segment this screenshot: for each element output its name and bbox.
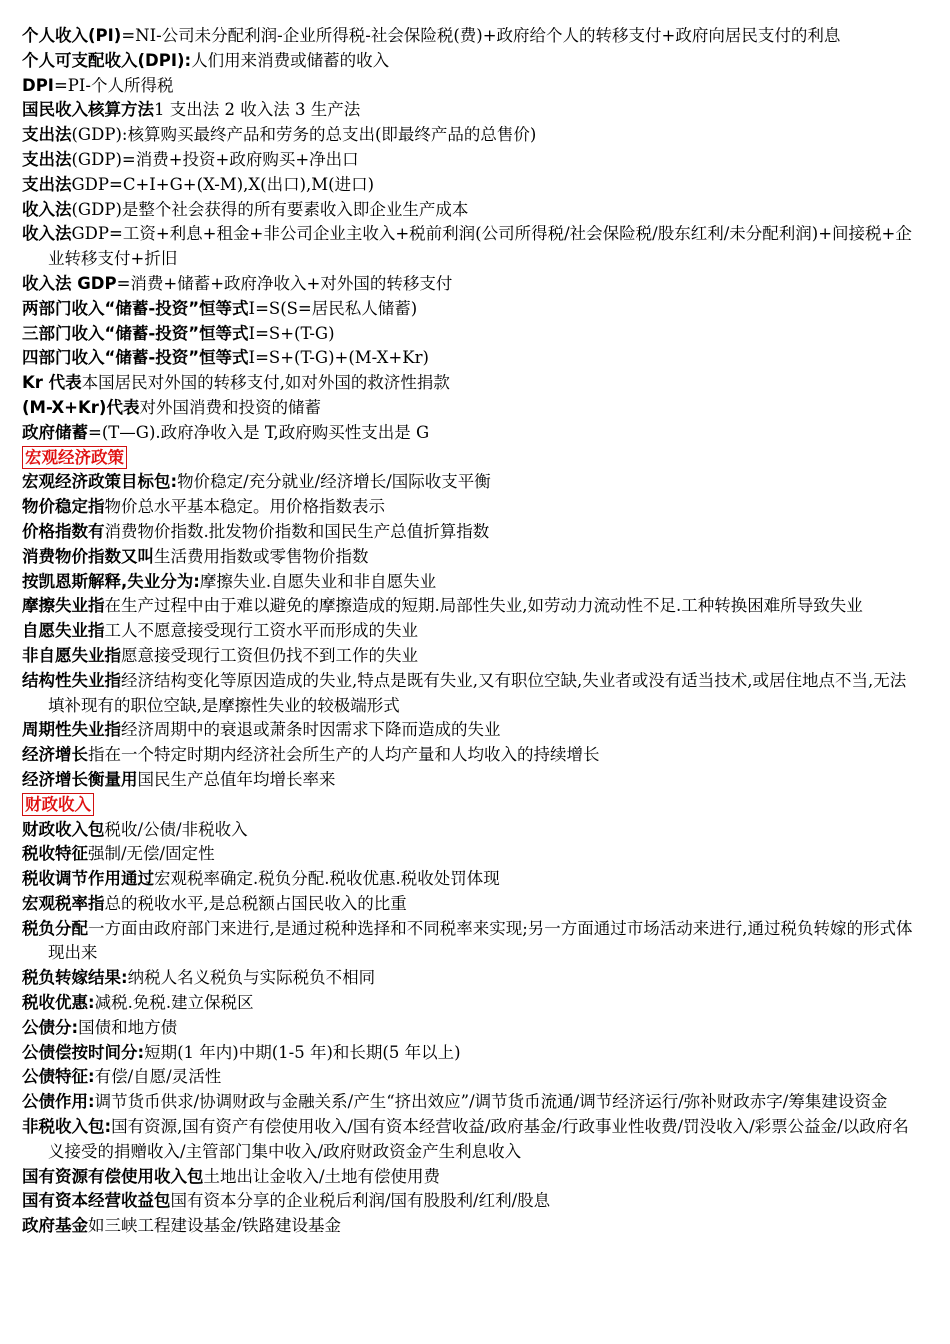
definition-text: 消费物价指数.批发物价指数和国民生产总值折算指数 <box>104 521 490 541</box>
definition-text: 指在一个特定时期内经济社会所生产的人均产量和人均收入的持续增长 <box>88 745 600 765</box>
section-heading <box>22 446 922 471</box>
definition-line <box>22 867 922 892</box>
definition-line <box>22 818 922 843</box>
definition-text: 国民生产总值年均增长率来 <box>137 769 336 789</box>
term: 物价稳定指 <box>22 497 105 517</box>
definition-line <box>22 1065 922 1090</box>
definition-line <box>22 570 922 595</box>
definition-text: =NI-公司未分配利润-企业所得税-社会保险税(费)+政府给个人的转移支付+政府向居民支付的利息 <box>121 26 841 45</box>
definition-text: 1 支出法 2 收入法 3 生产法 <box>154 100 361 120</box>
term: 公债作用: <box>22 1092 95 1112</box>
definition-line <box>22 545 922 570</box>
definition-text: 调节货币供求/协调财政与金融关系/产生“挤出效应”/调节货币流通/调节经济运行/弥补财政赤字/筹集建设资金 <box>94 1092 888 1112</box>
term: 国民收入核算方法 <box>22 100 154 120</box>
definition-line <box>22 173 922 198</box>
term: 国有资本经营收益包 <box>22 1191 171 1211</box>
term: 收入法 GDP <box>22 273 117 293</box>
definition-text: =PI-个人所得税 <box>53 75 174 95</box>
term: 自愿失业指 <box>22 621 105 641</box>
definition-text: 一方面由政府部门来进行,是通过税种选择和不同税率来实现;另一方面通过市场活动来进行,通过税负转嫁的形式体现出来 <box>48 918 913 963</box>
term: 税收优惠: <box>22 993 95 1013</box>
definition-line <box>22 718 922 743</box>
term: 税负分配 <box>22 918 88 938</box>
definition-line <box>22 743 922 768</box>
section-heading <box>22 793 922 818</box>
term: 三部门收入“储蓄-投资”恒等式 <box>22 323 249 343</box>
term: 公债分: <box>22 1017 79 1037</box>
term: 非税收入包: <box>22 1117 112 1137</box>
definition-text: (GDP)是整个社会获得的所有要素收入即企业生产成本 <box>71 199 469 219</box>
definition-text: 人们用来消费或储蓄的收入 <box>191 50 390 70</box>
term: 按凯恩斯解释,失业分为: <box>22 571 200 591</box>
definition-text: 经济周期中的衰退或萧条时因需求下降而造成的失业 <box>121 720 501 740</box>
definition-line <box>22 297 922 322</box>
definition-line <box>22 24 922 49</box>
document-body <box>22 24 922 1239</box>
definition-line <box>22 1041 922 1066</box>
definition-text: =(T—G).政府净收入是 T,政府购买性支出是 G <box>88 422 430 442</box>
term: Kr 代表 <box>22 373 82 393</box>
definition-line <box>22 272 922 297</box>
definition-text: I=S(S=居民私人储蓄) <box>248 298 418 318</box>
definition-text: 宏观税率确定.税负分配.税收优惠.税收处罚体现 <box>154 869 500 889</box>
term: 消费物价指数又叫 <box>22 546 154 566</box>
definition-text: 土地出让金收入/土地有偿使用费 <box>203 1166 441 1186</box>
definition-line <box>22 1115 922 1165</box>
section-heading-label: 财政收入 <box>22 793 94 816</box>
definition-line <box>22 892 922 917</box>
definition-line <box>22 371 922 396</box>
term: 政府基金 <box>22 1216 88 1236</box>
definition-line <box>22 396 922 421</box>
definition-text: =消费+储蓄+政府净收入+对外国的转移支付 <box>116 273 453 293</box>
definition-line <box>22 1189 922 1214</box>
definition-text: 短期(1 年内)中期(1-5 年)和长期(5 年以上) <box>144 1042 461 1062</box>
definition-line <box>22 421 922 446</box>
definition-line <box>22 98 922 123</box>
definition-text: 经济结构变化等原因造成的失业,特点是既有失业,又有职位空缺,失业者或没有适当技术,或居住地点不当,无法填补现有的职位空缺,是摩擦性失业的较极端形式 <box>48 670 907 715</box>
definition-text: 如三峡工程建设基金/铁路建设基金 <box>88 1216 342 1236</box>
definition-line <box>22 322 922 347</box>
section-heading-label: 宏观经济政策 <box>22 446 127 469</box>
definition-text: 总的税收水平,是总税额占国民收入的比重 <box>104 893 407 913</box>
definition-text: (GDP)=消费+投资+政府购买+净出口 <box>71 149 359 169</box>
term: 税收特征 <box>22 844 88 864</box>
term: 结构性失业指 <box>22 670 121 690</box>
term: 经济增长衡量用 <box>22 769 138 789</box>
definition-line <box>22 123 922 148</box>
definition-text: I=S+(T-G) <box>248 323 335 343</box>
definition-line <box>22 222 922 272</box>
definition-text: 在生产过程中由于难以避免的摩擦造成的短期.局部性失业,如劳动力流动性不足.工种转换困难所导致失业 <box>104 596 863 616</box>
definition-line <box>22 1016 922 1041</box>
term: 摩擦失业指 <box>22 596 105 616</box>
term: 国有资源有偿使用收入包 <box>22 1166 204 1186</box>
definition-text: 有偿/自愿/灵活性 <box>94 1067 222 1087</box>
definition-text: 本国居民对外国的转移支付,如对外国的救济性捐款 <box>81 373 450 393</box>
definition-text: 摩擦失业.自愿失业和非自愿失业 <box>199 571 437 591</box>
term: 宏观税率指 <box>22 893 105 913</box>
definition-line <box>22 842 922 867</box>
definition-line <box>22 148 922 173</box>
term: 周期性失业指 <box>22 720 121 740</box>
term: 收入法 <box>22 224 72 244</box>
definition-text: 税收/公债/非税收入 <box>104 819 248 839</box>
definition-line <box>22 594 922 619</box>
definition-line <box>22 74 922 99</box>
definition-text: 对外国消费和投资的储蓄 <box>139 397 321 417</box>
term: 财政收入包 <box>22 819 105 839</box>
definition-text: 愿意接受现行工资但仍找不到工作的失业 <box>121 645 418 665</box>
definition-line <box>22 1165 922 1190</box>
definition-line <box>22 966 922 991</box>
definition-text: 生活费用指数或零售物价指数 <box>154 546 369 566</box>
definition-line <box>22 768 922 793</box>
term: 宏观经济政策目标包: <box>22 472 178 492</box>
term: 个人收入(PI) <box>22 26 122 45</box>
term: 支出法 <box>22 174 72 194</box>
term: 经济增长 <box>22 745 88 765</box>
definition-text: GDP=工资+利息+租金+非公司企业主收入+税前利润(公司所得税/社会保险税/股东红利/未分配利润)+间接税+企业转移支付+折旧 <box>48 224 912 269</box>
definition-line <box>22 669 922 719</box>
term: (M-X+Kr)代表 <box>22 397 140 417</box>
definition-line <box>22 644 922 669</box>
definition-text: I=S+(T-G)+(M-X+Kr) <box>248 348 429 368</box>
definition-line <box>22 198 922 223</box>
definition-text: 国有资源,国有资产有偿使用收入/国有资本经营收益/政府基金/行政事业性收费/罚没收入/彩票公益金/以政府名义接受的捐赠收入/主管部门集中收入/政府财政资金产生利息收入 <box>48 1117 909 1161</box>
term: 四部门收入“储蓄-投资”恒等式 <box>22 348 249 368</box>
term: 个人可支配收入(DPI): <box>22 50 192 70</box>
definition-line <box>22 619 922 644</box>
definition-line <box>22 346 922 371</box>
definition-line <box>22 917 922 967</box>
term: 支出法 <box>22 149 72 169</box>
term: 政府储蓄 <box>22 422 88 442</box>
definition-text: 物价总水平基本稳定。用价格指数表示 <box>104 497 385 517</box>
definition-text: 国有资本分享的企业税后利润/国有股股利/红利/股息 <box>170 1191 551 1211</box>
definition-text: 国债和地方债 <box>78 1017 178 1037</box>
definition-text: 减税.免税.建立保税区 <box>94 993 254 1013</box>
term: DPI <box>22 75 54 95</box>
definition-line <box>22 49 922 74</box>
term: 公债特征: <box>22 1067 95 1087</box>
definition-line <box>22 1214 922 1239</box>
term: 非自愿失业指 <box>22 645 121 665</box>
definition-text: 纳税人名义税负与实际税负不相同 <box>127 968 376 988</box>
term: 支出法 <box>22 125 72 145</box>
term: 税收调节作用通过 <box>22 869 154 889</box>
definition-text: (GDP):核算购买最终产品和劳务的总支出(即最终产品的总售价) <box>71 125 537 145</box>
definition-line <box>22 520 922 545</box>
definition-text: GDP=C+I+G+(X-M),X(出口),M(进口) <box>71 174 375 194</box>
definition-line <box>22 991 922 1016</box>
definition-text: 强制/无偿/固定性 <box>88 844 215 864</box>
definition-line <box>22 1090 922 1115</box>
term: 收入法 <box>22 199 72 219</box>
definition-line <box>22 470 922 495</box>
definition-line <box>22 495 922 520</box>
term: 公债偿按时间分: <box>22 1042 145 1062</box>
term: 两部门收入“储蓄-投资”恒等式 <box>22 298 249 318</box>
definition-text: 物价稳定/充分就业/经济增长/国际收支平衡 <box>177 472 491 492</box>
definition-text: 工人不愿意接受现行工资水平而形成的失业 <box>104 621 418 641</box>
term: 税负转嫁结果: <box>22 968 128 988</box>
term: 价格指数有 <box>22 521 105 541</box>
